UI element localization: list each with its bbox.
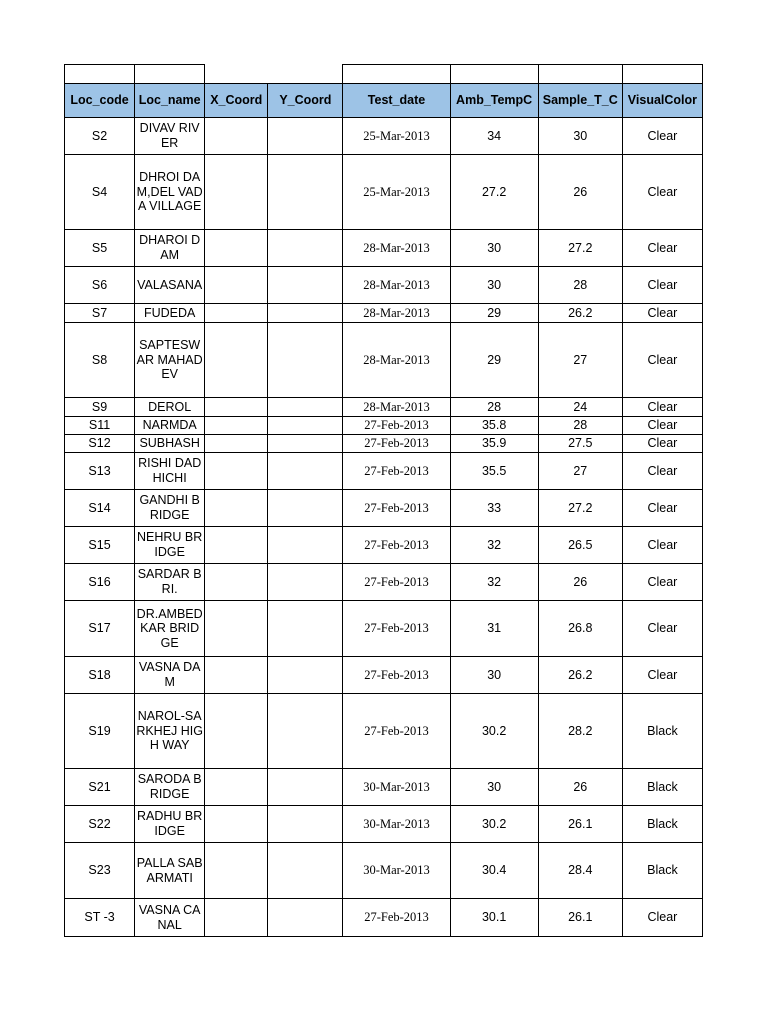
- test-date-cell[interactable]: 27-Feb-2013: [343, 490, 450, 527]
- y-coord-cell[interactable]: [268, 323, 343, 398]
- sample-temp-cell[interactable]: 28.4: [538, 843, 622, 899]
- loc-code-cell[interactable]: S22: [65, 806, 135, 843]
- table-row: [65, 694, 703, 769]
- visual-color-cell[interactable]: Clear: [622, 323, 702, 398]
- loc-name-cell[interactable]: NARMDA: [135, 417, 205, 435]
- header-visual-color[interactable]: VisualColor: [622, 84, 702, 118]
- top-empty-row: [65, 65, 703, 84]
- amb-temp-cell[interactable]: 34: [450, 118, 538, 155]
- y-coord-cell[interactable]: [268, 267, 343, 304]
- loc-name-cell[interactable]: FUDEDA: [135, 304, 205, 323]
- y-coord-cell[interactable]: [268, 118, 343, 155]
- visual-color-cell[interactable]: Clear: [622, 601, 702, 657]
- x-coord-cell[interactable]: [205, 417, 268, 435]
- test-date-cell[interactable]: 28-Mar-2013: [343, 304, 450, 323]
- loc-name-cell[interactable]: NEHRU BRIDGE: [135, 527, 205, 564]
- loc-code-cell[interactable]: S4: [65, 155, 135, 230]
- amb-temp-cell[interactable]: 31: [450, 601, 538, 657]
- y-coord-cell[interactable]: [268, 230, 343, 267]
- y-coord-cell[interactable]: [268, 657, 343, 694]
- table-row: [65, 267, 703, 304]
- y-coord-cell[interactable]: [268, 398, 343, 417]
- loc-code-cell[interactable]: S14: [65, 490, 135, 527]
- sample-temp-cell[interactable]: 27: [538, 323, 622, 398]
- x-coord-cell[interactable]: [205, 267, 268, 304]
- loc-code-cell[interactable]: S21: [65, 769, 135, 806]
- test-date-cell[interactable]: 28-Mar-2013: [343, 323, 450, 398]
- loc-code-cell[interactable]: S2: [65, 118, 135, 155]
- header-row: [65, 84, 703, 118]
- y-coord-cell[interactable]: [268, 155, 343, 230]
- y-coord-cell[interactable]: [268, 564, 343, 601]
- x-coord-cell[interactable]: [205, 323, 268, 398]
- empty-cell: [135, 65, 205, 84]
- loc-code-cell[interactable]: S15: [65, 527, 135, 564]
- x-coord-cell[interactable]: [205, 564, 268, 601]
- x-coord-cell[interactable]: [205, 155, 268, 230]
- visual-color-cell[interactable]: Clear: [622, 230, 702, 267]
- loc-code-cell[interactable]: S23: [65, 843, 135, 899]
- empty-cell: [538, 65, 622, 84]
- header-test-date[interactable]: Test_date: [343, 84, 450, 118]
- amb-temp-cell[interactable]: 30.1: [450, 899, 538, 937]
- header-y-coord[interactable]: Y_Coord: [268, 84, 343, 118]
- sample-temp-cell[interactable]: 28: [538, 417, 622, 435]
- x-coord-cell[interactable]: [205, 398, 268, 417]
- table-row: [65, 564, 703, 601]
- visual-color-cell[interactable]: Black: [622, 694, 702, 769]
- x-coord-cell[interactable]: [205, 118, 268, 155]
- amb-temp-cell[interactable]: 33: [450, 490, 538, 527]
- amb-temp-cell[interactable]: 30.4: [450, 843, 538, 899]
- empty-cell: [205, 65, 343, 84]
- visual-color-cell[interactable]: Black: [622, 806, 702, 843]
- test-date-cell[interactable]: 27-Feb-2013: [343, 453, 450, 490]
- table-row: [65, 769, 703, 806]
- amb-temp-cell[interactable]: 32: [450, 527, 538, 564]
- table-row: [65, 304, 703, 323]
- loc-code-cell[interactable]: S8: [65, 323, 135, 398]
- visual-color-cell[interactable]: Black: [622, 843, 702, 899]
- table-row: [65, 230, 703, 267]
- visual-color-cell[interactable]: Clear: [622, 398, 702, 417]
- x-coord-cell[interactable]: [205, 230, 268, 267]
- y-coord-cell[interactable]: [268, 304, 343, 323]
- sample-temp-cell[interactable]: 26.2: [538, 304, 622, 323]
- sample-temp-cell[interactable]: 28: [538, 267, 622, 304]
- sample-temp-cell[interactable]: 26: [538, 769, 622, 806]
- y-coord-cell[interactable]: [268, 601, 343, 657]
- loc-name-cell[interactable]: NAROL-SARKHEJ HIGH WAY: [135, 694, 205, 769]
- header-amb-temp[interactable]: Amb_TempC: [450, 84, 538, 118]
- loc-name-cell[interactable]: GANDHI BRIDGE: [135, 490, 205, 527]
- loc-code-cell[interactable]: S17: [65, 601, 135, 657]
- sample-temp-cell[interactable]: 26.8: [538, 601, 622, 657]
- loc-code-cell[interactable]: S16: [65, 564, 135, 601]
- amb-temp-cell[interactable]: 30: [450, 267, 538, 304]
- amb-temp-cell[interactable]: 35.8: [450, 417, 538, 435]
- table-row: [65, 435, 703, 453]
- amb-temp-cell[interactable]: 32: [450, 564, 538, 601]
- loc-name-cell[interactable]: DHROI DAM,DEL VADA VILLAGE: [135, 155, 205, 230]
- empty-cell: [622, 65, 702, 84]
- amb-temp-cell[interactable]: 28: [450, 398, 538, 417]
- test-date-cell[interactable]: 30-Mar-2013: [343, 806, 450, 843]
- visual-color-cell[interactable]: Clear: [622, 657, 702, 694]
- sample-temp-cell[interactable]: 27.5: [538, 435, 622, 453]
- amb-temp-cell[interactable]: 27.2: [450, 155, 538, 230]
- amb-temp-cell[interactable]: 30.2: [450, 806, 538, 843]
- table-row: [65, 843, 703, 899]
- table-row: [65, 806, 703, 843]
- x-coord-cell[interactable]: [205, 657, 268, 694]
- y-coord-cell[interactable]: [268, 490, 343, 527]
- loc-name-cell[interactable]: SAPTESWAR MAHADEV: [135, 323, 205, 398]
- loc-name-cell[interactable]: SARDAR BRI.: [135, 564, 205, 601]
- loc-code-cell[interactable]: ST -3: [65, 899, 135, 937]
- table-row: [65, 899, 703, 937]
- loc-name-cell[interactable]: SUBHASH: [135, 435, 205, 453]
- amb-temp-cell[interactable]: 29: [450, 304, 538, 323]
- x-coord-cell[interactable]: [205, 453, 268, 490]
- test-date-cell[interactable]: 27-Feb-2013: [343, 527, 450, 564]
- loc-code-cell[interactable]: S13: [65, 453, 135, 490]
- header-x-coord[interactable]: X_Coord: [205, 84, 268, 118]
- visual-color-cell[interactable]: Clear: [622, 435, 702, 453]
- empty-cell: [65, 65, 135, 84]
- y-coord-cell[interactable]: [268, 453, 343, 490]
- visual-color-cell[interactable]: Clear: [622, 118, 702, 155]
- loc-code-cell[interactable]: S19: [65, 694, 135, 769]
- loc-name-cell[interactable]: DEROL: [135, 398, 205, 417]
- visual-color-cell[interactable]: Clear: [622, 417, 702, 435]
- test-date-cell[interactable]: 28-Mar-2013: [343, 230, 450, 267]
- loc-name-cell[interactable]: VASNA DAM: [135, 657, 205, 694]
- table-row: [65, 323, 703, 398]
- loc-code-cell[interactable]: S11: [65, 417, 135, 435]
- test-date-cell[interactable]: 27-Feb-2013: [343, 564, 450, 601]
- sample-temp-cell[interactable]: 27.2: [538, 230, 622, 267]
- header-loc-name[interactable]: Loc_name: [135, 84, 205, 118]
- test-date-cell[interactable]: 27-Feb-2013: [343, 657, 450, 694]
- x-coord-cell[interactable]: [205, 490, 268, 527]
- y-coord-cell[interactable]: [268, 694, 343, 769]
- sample-temp-cell[interactable]: 26: [538, 564, 622, 601]
- test-date-cell[interactable]: 28-Mar-2013: [343, 267, 450, 304]
- loc-name-cell[interactable]: SARODA BRIDGE: [135, 769, 205, 806]
- amb-temp-cell[interactable]: 30: [450, 769, 538, 806]
- table-row: [65, 453, 703, 490]
- loc-name-cell[interactable]: VASNA CANAL: [135, 899, 205, 937]
- x-coord-cell[interactable]: [205, 694, 268, 769]
- amb-temp-cell[interactable]: 29: [450, 323, 538, 398]
- table-row: [65, 527, 703, 564]
- loc-name-cell[interactable]: DR.AMBEDKAR BRIDGE: [135, 601, 205, 657]
- y-coord-cell[interactable]: [268, 435, 343, 453]
- test-date-cell[interactable]: 30-Mar-2013: [343, 843, 450, 899]
- sample-temp-cell[interactable]: 28.2: [538, 694, 622, 769]
- y-coord-cell[interactable]: [268, 417, 343, 435]
- visual-color-cell[interactable]: Clear: [622, 490, 702, 527]
- y-coord-cell[interactable]: [268, 806, 343, 843]
- x-coord-cell[interactable]: [205, 601, 268, 657]
- loc-code-cell[interactable]: S5: [65, 230, 135, 267]
- visual-color-cell[interactable]: Clear: [622, 267, 702, 304]
- sample-temp-cell[interactable]: 27: [538, 453, 622, 490]
- sample-temp-cell[interactable]: 30: [538, 118, 622, 155]
- sample-temp-cell[interactable]: 26: [538, 155, 622, 230]
- amb-temp-cell[interactable]: 30: [450, 230, 538, 267]
- sample-temp-cell[interactable]: 26.1: [538, 806, 622, 843]
- visual-color-cell[interactable]: Clear: [622, 453, 702, 490]
- loc-name-cell[interactable]: PALLA SABARMATI: [135, 843, 205, 899]
- header-sample-temp[interactable]: Sample_T_C: [538, 84, 622, 118]
- test-date-cell[interactable]: 27-Feb-2013: [343, 899, 450, 937]
- x-coord-cell[interactable]: [205, 527, 268, 564]
- sample-temp-cell[interactable]: 26.2: [538, 657, 622, 694]
- y-coord-cell[interactable]: [268, 843, 343, 899]
- amb-temp-cell[interactable]: 30.2: [450, 694, 538, 769]
- visual-color-cell[interactable]: Clear: [622, 527, 702, 564]
- table-row: [65, 155, 703, 230]
- data-table: [64, 64, 703, 937]
- loc-code-cell[interactable]: S12: [65, 435, 135, 453]
- y-coord-cell[interactable]: [268, 769, 343, 806]
- x-coord-cell[interactable]: [205, 304, 268, 323]
- loc-code-cell[interactable]: S9: [65, 398, 135, 417]
- loc-code-cell[interactable]: S6: [65, 267, 135, 304]
- table-row: [65, 398, 703, 417]
- table-row: [65, 601, 703, 657]
- sample-temp-cell[interactable]: 26.1: [538, 899, 622, 937]
- loc-code-cell[interactable]: S7: [65, 304, 135, 323]
- test-date-cell[interactable]: 27-Feb-2013: [343, 601, 450, 657]
- test-date-cell[interactable]: 25-Mar-2013: [343, 155, 450, 230]
- table-row: [65, 490, 703, 527]
- test-date-cell[interactable]: 30-Mar-2013: [343, 769, 450, 806]
- header-loc-code[interactable]: Loc_code: [65, 84, 135, 118]
- test-date-cell[interactable]: 27-Feb-2013: [343, 417, 450, 435]
- sample-temp-cell[interactable]: 24: [538, 398, 622, 417]
- loc-name-cell[interactable]: RISHI DADHICHI: [135, 453, 205, 490]
- visual-color-cell[interactable]: Clear: [622, 564, 702, 601]
- x-coord-cell[interactable]: [205, 769, 268, 806]
- table-row: [65, 417, 703, 435]
- empty-cell: [450, 65, 538, 84]
- empty-cell: [343, 65, 450, 84]
- amb-temp-cell[interactable]: 35.9: [450, 435, 538, 453]
- loc-name-cell[interactable]: DHAROI DAM: [135, 230, 205, 267]
- sample-temp-cell[interactable]: 27.2: [538, 490, 622, 527]
- table-row: [65, 657, 703, 694]
- sample-temp-cell[interactable]: 26.5: [538, 527, 622, 564]
- x-coord-cell[interactable]: [205, 806, 268, 843]
- y-coord-cell[interactable]: [268, 527, 343, 564]
- visual-color-cell[interactable]: Black: [622, 769, 702, 806]
- amb-temp-cell[interactable]: 30: [450, 657, 538, 694]
- amb-temp-cell[interactable]: 35.5: [450, 453, 538, 490]
- table-row: [65, 118, 703, 155]
- visual-color-cell[interactable]: Clear: [622, 304, 702, 323]
- visual-color-cell[interactable]: Clear: [622, 899, 702, 937]
- test-date-cell[interactable]: 28-Mar-2013: [343, 398, 450, 417]
- loc-name-cell[interactable]: DIVAV RIVER: [135, 118, 205, 155]
- test-date-cell[interactable]: 27-Feb-2013: [343, 435, 450, 453]
- loc-code-cell[interactable]: S18: [65, 657, 135, 694]
- x-coord-cell[interactable]: [205, 843, 268, 899]
- x-coord-cell[interactable]: [205, 899, 268, 937]
- test-date-cell[interactable]: 25-Mar-2013: [343, 118, 450, 155]
- loc-name-cell[interactable]: VALASANA: [135, 267, 205, 304]
- loc-name-cell[interactable]: RADHU BRIDGE: [135, 806, 205, 843]
- x-coord-cell[interactable]: [205, 435, 268, 453]
- y-coord-cell[interactable]: [268, 899, 343, 937]
- test-date-cell[interactable]: 27-Feb-2013: [343, 694, 450, 769]
- visual-color-cell[interactable]: Clear: [622, 155, 702, 230]
